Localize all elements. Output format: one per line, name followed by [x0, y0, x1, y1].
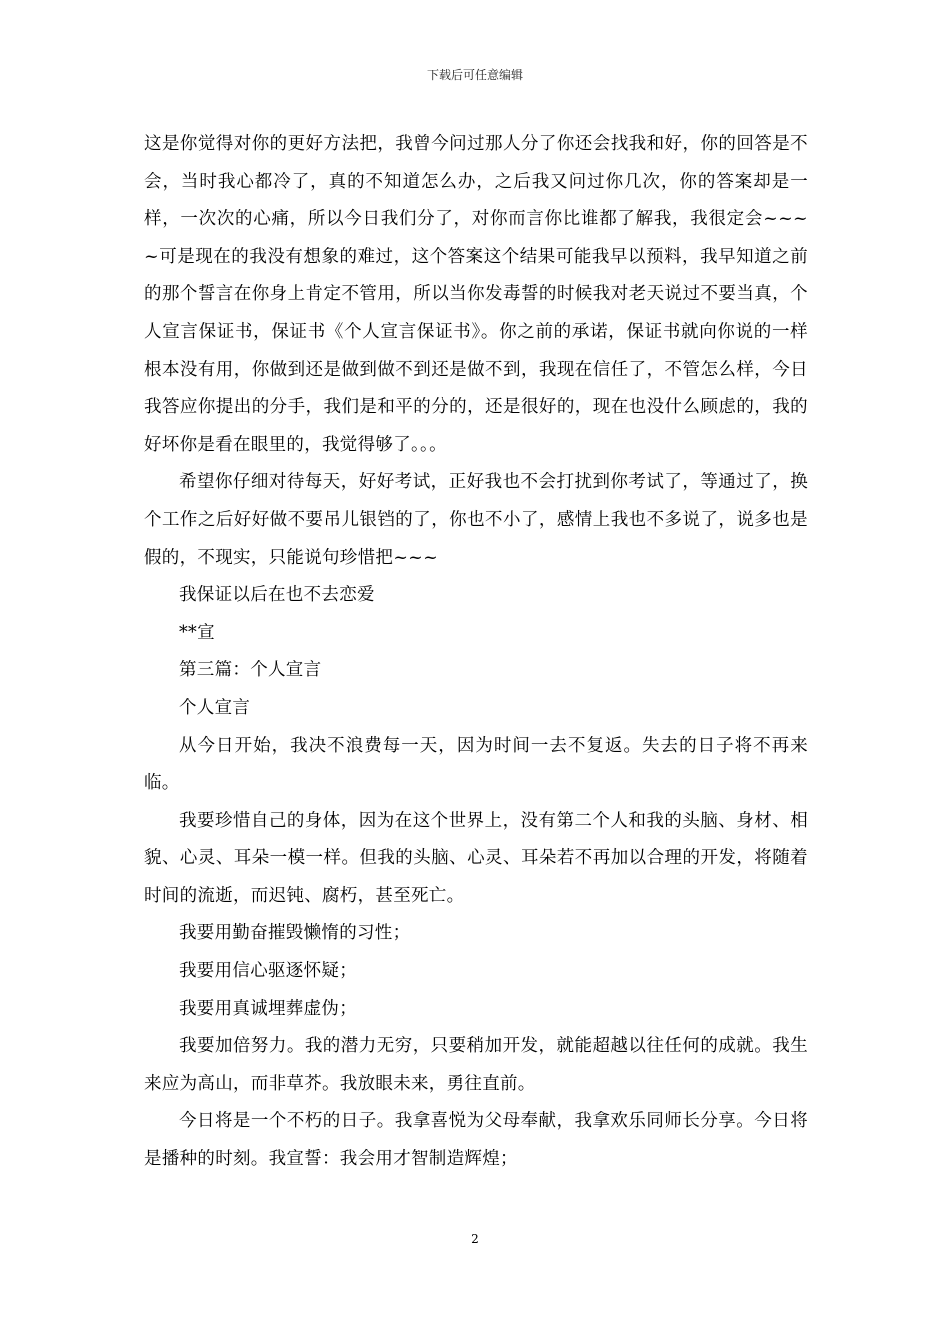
paragraph-signature: **宣 [179, 622, 215, 643]
paragraph-letter-continuation: 这是你觉得对你的更好方法把，我曾今问过那人分了你还会找我和好，你的回答是不会，当时我心都冷了，真的不知道怎么办，之后我又问过你几次，你的答案却是一样，一次次的心痛，所以今日我们分了，对你而言你比谁都了解我，我很定会~~~~可是现在的我没有想象的难过，这个答案这个结果可能我早以预料，我早知道之前的那个誓言在你身上肯定不管用，所以当你发毒誓的时候我对老天说过不要当真，个人宣言保证书，保证书《个人宣言保证书》。你之前的承诺，保证书就向你说的一样根本没有用，你做到还是做到做不到还是做不到，我现在信任了，不管怎么样，今日我答应你提出的分手，我们是和平的分的，还是很好的，现在也没什么顾虑的，我的好坏你是看在眼里的，我觉得够了。。。 [144, 134, 808, 455]
paragraph-hope: 希望你仔细对待每天，好好考试，正好我也不会打扰到你考试了，等通过了，换个工作之后好好做不要吊儿银铛的了，你也不小了，感情上我也不多说了，说多也是假的，不现实，只能说句珍惜把~~~ [144, 472, 808, 568]
page-header: 下载后可任意编辑 [426, 68, 523, 82]
paragraph-sincerity: 我要用真诚埋葬虚伪； [179, 998, 357, 1019]
paragraph-immortal-day: 今日将是一个不朽的日子。我拿喜悦为父母奉献，我拿欢乐同师长分享。今日将是播种的时刻。我宣誓：我会用才智制造辉煌； [144, 1111, 808, 1170]
paragraph-start-today: 从今日开始，我决不浪费每一天，因为时间一去不复返。失去的日子将不再来临。 [144, 735, 808, 794]
section-title: 个人宣言 [179, 697, 251, 718]
paragraph-promise: 我保证以后在也不去恋爱 [179, 585, 375, 606]
document-body [144, 126, 808, 1179]
section-heading: 第三篇：个人宣言 [179, 660, 322, 681]
paragraph-diligence: 我要用勤奋摧毁懒惰的习性； [179, 923, 411, 944]
paragraph-effort: 我要加倍努力。我的潜力无穷，只要稍加开发，就能超越以往任何的成就。我生来应为高山，而非草芥。我放眼未来，勇往直前。 [144, 1036, 808, 1094]
paragraph-cherish-body: 我要珍惜自己的身体，因为在这个世界上，没有第二个人和我的头脑、身材、相貌、心灵、耳朵一模一样。但我的头脑、心灵、耳朵若不再加以合理的开发，将随着时间的流逝，而迟钝、腐朽，甚至死亡。 [144, 810, 808, 906]
paragraph-confidence: 我要用信心驱逐怀疑； [179, 961, 357, 982]
page-number: 2 [471, 1232, 479, 1246]
